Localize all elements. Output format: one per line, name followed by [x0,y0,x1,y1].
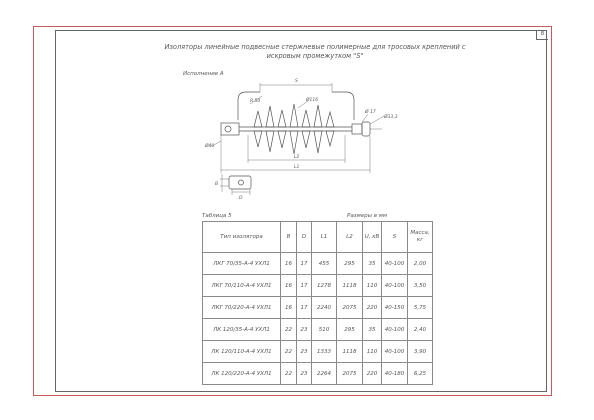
cell-b: 22 [281,363,297,385]
cell-mass: 2,00 [408,253,433,275]
cell-l2: 1118 [337,275,363,297]
table-units-note: Размеры в мм [347,213,388,219]
header-voltage: U, кВ [363,222,382,253]
cell-d: 23 [297,363,312,385]
cell-voltage: 220 [363,363,382,385]
cell-d: 17 [297,253,312,275]
variant-label: Исполнение А [183,71,224,77]
left-end-fitting [221,123,239,135]
header-l2: L2 [337,222,363,253]
page-number: 8 [536,30,548,40]
cell-d: 23 [297,341,312,363]
cell-b: 16 [281,253,297,275]
table-row [203,275,433,297]
table-row [203,363,433,385]
cell-l1: 1333 [312,341,337,363]
cell-b: 22 [281,319,297,341]
cell-d: 17 [297,297,312,319]
right-arcing-horn [332,92,354,120]
header-b: B [281,222,297,253]
table-row [203,297,433,319]
cell-l1: 1278 [312,275,337,297]
cell-mass: 3,90 [408,341,433,363]
cell-l2: 295 [337,319,363,341]
dim-d40-label: Ø40 [205,144,215,149]
right-end-fitting [352,124,362,134]
cell-voltage: 220 [363,297,382,319]
left-fitting-hole [225,126,231,132]
cell-mass: 6,25 [408,363,433,385]
cell-b: 16 [281,297,297,319]
cell-l1: 510 [312,319,337,341]
cell-type: ЛК 120/110-А-4 УХЛ1 [203,341,281,363]
cell-s: 40-100 [382,341,408,363]
cell-s: 40-100 [382,319,408,341]
dim-l2-label: L2 [294,155,300,160]
cell-l1: 455 [312,253,337,275]
cell-type: ЛК 120/220-А-4 УХЛ1 [203,363,281,385]
cell-b: 22 [281,341,297,363]
cell-voltage: 35 [363,319,382,341]
title-line-1: Изоляторы линейные подвесные стержневые полимерные для тросовых креплений с [164,43,466,51]
cell-voltage: 35 [363,253,382,275]
cell-type: ЛК 120/35-А-4 УХЛ1 [203,319,281,341]
cell-mass: 3,50 [408,275,433,297]
cell-d: 23 [297,319,312,341]
cell-s: 40-100 [382,275,408,297]
cell-s: 40-100 [382,253,408,275]
dim-d333-label: Ø33,3 [384,115,398,120]
table-row [203,341,433,363]
dim-r50-label: R 50 [250,99,261,104]
cell-l2: 2075 [337,363,363,385]
dim-d116-label: Ø116 [306,98,319,103]
dim-d-label: D [239,196,243,201]
table-row [203,319,433,341]
header-l1: L1 [312,222,337,253]
cell-type: ЛКГ 70/35-А-4 УХЛ1 [203,253,281,275]
cell-voltage: 110 [363,341,382,363]
cell-s: 40-180 [382,363,408,385]
cell-l1: 2240 [312,297,337,319]
cell-type: ЛКГ 70/220-А-4 УХЛ1 [203,297,281,319]
insulator-sheds [254,104,334,154]
cell-l1: 2264 [312,363,337,385]
dim-s-label: S [295,79,298,84]
cell-mass: 5,75 [408,297,433,319]
header-d: D [297,222,312,253]
title-line-2: искровым промежутком "S" [266,52,364,60]
table-caption: Таблица 5 [202,213,232,219]
insulator-spec-table [202,221,433,385]
cell-d: 17 [297,275,312,297]
header-type: Тип изолятора [203,222,281,253]
table-header-row [203,222,433,253]
header-s: S [382,222,408,253]
cell-s: 40-150 [382,297,408,319]
cell-b: 16 [281,275,297,297]
cell-l2: 1118 [337,341,363,363]
cell-mass: 2,40 [408,319,433,341]
cell-l2: 2075 [337,297,363,319]
dim-l1-label: L1 [294,165,300,170]
cell-l2: 295 [337,253,363,275]
end-view-fitting [229,176,251,189]
cell-voltage: 110 [363,275,382,297]
dim-d17-label: Ø 17 [365,110,376,115]
cell-type: ЛКГ 70/110-А-4 УХЛ1 [203,275,281,297]
table-row [203,253,433,275]
header-mass: Масса, кг [408,222,433,253]
dim-b-label: B [215,182,219,187]
